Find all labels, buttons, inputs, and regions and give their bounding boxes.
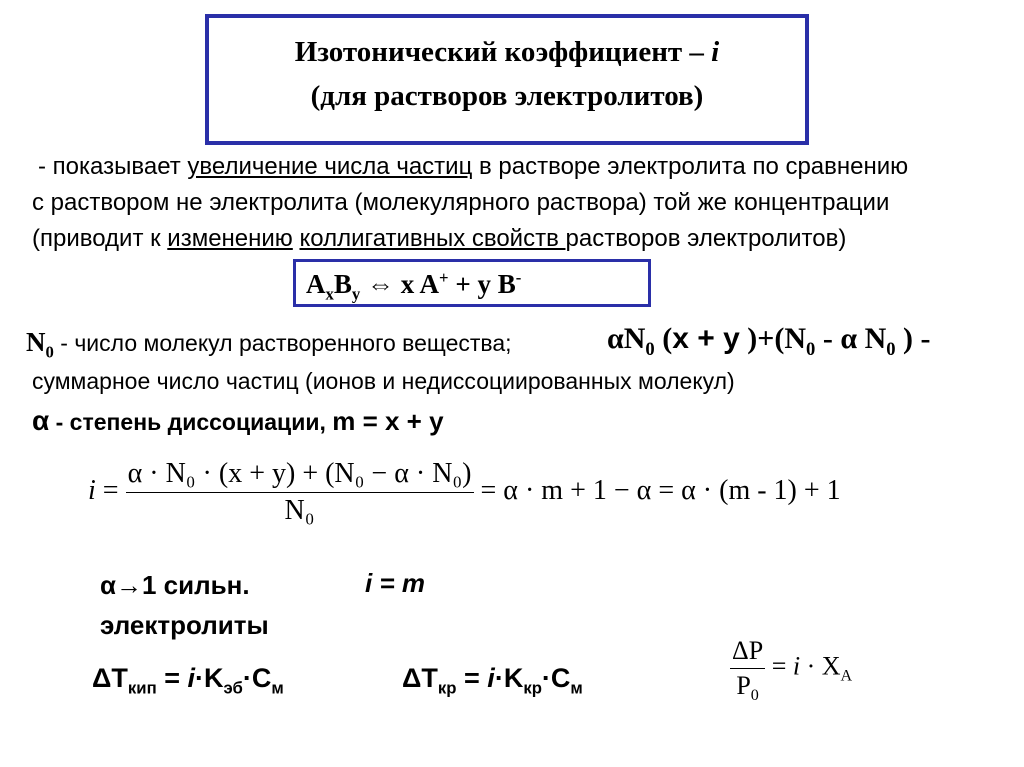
strong-electrolytes-note: α→1 сильн. электролиты (100, 570, 269, 640)
particle-count-expression: $\alpha N_0$ (x + y )$+(N_0 - \alpha$ $N_0$ ) - (607, 322, 931, 360)
title-box (205, 14, 809, 145)
n0-definition-line: $N_0$ - число молекул растворенного вещества; (26, 327, 512, 362)
isotonic-coefficient-formula: i = $\frac{\text{α · N₀ · (x + y) + (N₀ − α · N₀)}}{\text{N₀}}$ = α · m + 1 − α = α · (m - 1) + 1 (88, 458, 841, 526)
title-line-1: Изотонический коэффициент – i (294, 36, 720, 68)
formula-fraction: $\frac{\text{α · N₀ · (x + y) + (N₀ − α · N₀)}}{\text{N₀}}$ (127, 458, 472, 526)
sum-particles-line: суммарное число частиц (ионов и недиссоциированных молекул) (32, 368, 735, 394)
dissociation-reaction-box: $A_xB_y$ ⇔ x A+ + y B- (293, 259, 651, 307)
raoult-law-formula: $\frac{\Delta P}{P_0}$ = $i \cdot X_A$ (732, 636, 853, 705)
double-arrow-icon: ⇔ (367, 269, 395, 299)
i-equals-m: i = m (365, 568, 425, 598)
right-arrow-icon: → (115, 570, 142, 600)
freezing-point-formula: $\Delta T_{кр} = i\cdot K_{кр}\cdot C_м$ (402, 663, 583, 698)
title-line-2: (для растворов электролитов) (310, 80, 704, 112)
description-line-1: - показывает увеличение числа частиц в растворе электролита по сравнению (38, 153, 909, 180)
alpha-definition-line: α - степень диссоциации, m = x + y (32, 405, 444, 436)
description-line-2: с раствором не электролита (молекулярного раствора) той же концентрации (32, 189, 890, 216)
description-line-3: (приводит к изменению коллигативных свойств растворов электролитов) (32, 225, 847, 252)
boiling-point-formula: $\Delta T_{кип} = i\cdot K_{эб}\cdot C_м$ (92, 663, 284, 698)
